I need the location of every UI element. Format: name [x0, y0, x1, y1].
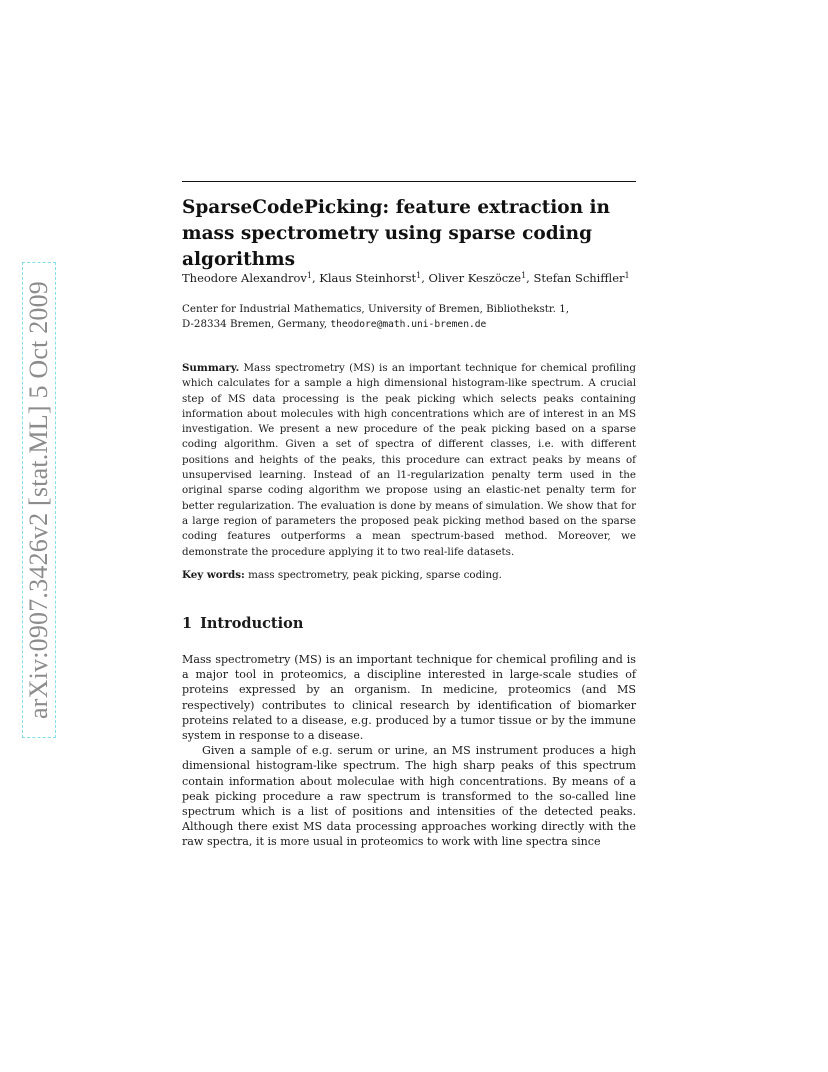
abstract — [182, 361, 636, 560]
abstract-label: Summary. — [182, 362, 240, 374]
author-name: Theodore Alexandrov — [182, 271, 307, 285]
affiliation — [182, 302, 642, 332]
affiliation-line: Center for Industrial Mathematics, University of Bremen, Bibliothekstr. 1, — [182, 303, 570, 315]
author-list: Theodore Alexandrov$^1$, Klaus Steinhorst$^1$, Oliver Keszöcze$^1$, Stefan Schiffler$^1$ — [182, 271, 630, 285]
introduction-body — [182, 652, 636, 850]
author-name: Klaus Steinhorst — [319, 271, 417, 285]
affiliation-mark: 1 — [306, 271, 312, 280]
affiliation-mark: 1 — [624, 271, 630, 280]
affiliation-mark: 1 — [416, 271, 422, 280]
author-name: Stefan Schiffler — [533, 271, 625, 285]
abstract-text: Mass spectrometry (MS) is an important technique for chemical profiling which calculates for a sample a high dimensional histogram-like spectrum. A crucial step of MS data processing is the peak picking which selects peaks containing information about molecules with high concentrations which are of interest in an MS investigation. We present a new procedure of the peak picking based on a sparse coding algorithm. Given a set of spectra of different classes, i.e. with different positions and heights of the peaks, this procedure can extract peaks by means of unsupervised learning. Instead of an l1-regularization penalty term used in the original sparse coding algorithm we propose using an elastic-net penalty term for better regularization. The evaluation is done by means of simulation. We show that for a large region of parameters the proposed peak picking method based on the sparse coding features outperforms a mean spectrum-based method. Moreover, we demonstrate the procedure applying it to two real-life datasets. — [182, 362, 636, 558]
author-email: theodore@math.uni-bremen.de — [330, 319, 487, 330]
section-heading — [182, 614, 303, 634]
title-rule — [182, 181, 636, 182]
keywords-text: mass spectrometry, peak picking, sparse coding. — [248, 569, 502, 581]
section-title: Introduction — [200, 615, 304, 632]
body-paragraph: Mass spectrometry (MS) is an important technique for chemical profiling and is a major tool in proteomics, a discipline interested in large-scale studies of proteins expressed by an organism. In medicine, proteomics (and MS respectively) contributes to clinical research by identification of biomarker proteins related to a disease, e.g. produced by a tumor tissue or by the immune system in response to a disease. — [182, 653, 636, 743]
affiliation-mark: 1 — [521, 271, 527, 280]
affiliation-line — [182, 317, 642, 332]
section-number: 1 — [182, 615, 193, 632]
affiliation-address: D-28334 Bremen, Germany, — [182, 318, 331, 330]
keywords-label: Key words: — [182, 569, 245, 581]
body-paragraph: Given a sample of e.g. serum or urine, an MS instrument produces a high dimensional histogram-like spectrum. The high sharp peaks of this spectrum contain information about moleculae with high concentrations. By means of a peak picking procedure a raw spectrum is transformed to the so-called line spectrum which is a list of positions and intensities of the detected peaks. Although there exist MS data processing approaches working directly with the raw spectra, it is more usual in proteomics to work with line spectra since — [182, 744, 636, 849]
keywords — [182, 568, 636, 583]
paper-title: SparseCodePicking: feature extraction in mass spectrometry using sparse coding algorithms — [182, 197, 610, 270]
author-name: Oliver Keszöcze — [428, 271, 522, 285]
arxiv-identifier: arXiv:0907.3426v2 [stat.ML] 5 Oct 2009 — [24, 281, 53, 719]
